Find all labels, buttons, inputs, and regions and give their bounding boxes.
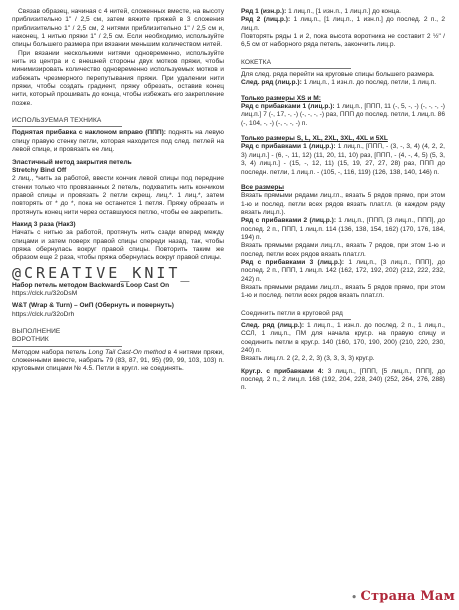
row-2 [241,16,445,33]
yoke-heading: КОКЕТКА [241,58,272,66]
repeat-rows: Повторять ряды 1 и 2, пока высота воротника не составит 2 ½" / 6,5 см от наборного ряда петель, закончить лиц.р. [241,33,445,49]
other-sizes-increase [241,143,445,176]
bind-off-text: 2 лиц., *нить за работой, ввести кончик левой спицы под передние стенки только что провязанных 2 петель, подхватить нить кончиком правой спицы и провязать 2 петли скрещ. лиц.*. 1 лиц.*, затем повторять от * до *, пока не останется 1 петля. Пряжу обрезать и протянуть конец нити через оставшуюся петлю, чтобы ее закрепить. [12,175,224,216]
row-1 [241,8,445,16]
increase-row-3-text: 1 лиц.п., [3 лиц.п., ППП], до послед. 2 п., ППП, 1 лиц.п. 142 (162, 172, 192, 202) (212, 222, 232, 242) п. [241,258,445,283]
next-row-label: След. ряд (лиц.р.): [241,79,302,87]
row-2-text: 1 лиц.п., [1 лиц.п., 1 изн.п.] до послед. 2 п., 2 лиц.п. [241,16,445,32]
join-round-row [241,322,445,355]
all-sizes-text-1: Вязать прямыми рядами лиц.гл., вязать 5 рядов прямо, при этом 1-ю и послед. петли всех рядов вязать плат.гл. (в каждом ряду вязать лиц.п.). [241,192,445,216]
row-1-label: Ряд 1 (изн.р.): [241,8,287,15]
site-watermark [351,589,455,604]
divider [241,319,351,320]
xs-m-label: Ряд с прибавками 1 (лиц.р.): [241,103,335,111]
xs-m-heading: Только размеры XS и M: [241,94,321,102]
execution-heading: ВЫПОЛНЕНИЕ [12,328,61,335]
backwards-loop-title: Набор петель методом Backwards Loop Cast On [12,281,170,289]
wrap-turn-link[interactable]: https://clck.ru/32oDrh [12,310,75,318]
other-sizes-heading: Только размеры S, L, XL, 2XL, 3XL, 4XL и 5XL [241,135,388,143]
wrap-title: Накид 3 раза (Нак3) [12,220,76,228]
xs-m-text: 1 лиц.п., [ППП, 11 (-, 5, -, -) (-, -, -, -) лиц.п.] 7 (-, 17, -, -) (-, -, -, -) раз, ППП до послед. петли, 1 лиц.п. 86 (-, 104, -, -) (-, -, -, -) п. [241,103,445,127]
all-sizes-text-3: Вязать прямыми рядами лиц.гл., вязать 5 рядов прямо, при этом 1-ю и послед. петли всех рядов вязать плат.гл. [241,283,445,300]
join-round-heading: Соединить петли в круговой ряд [241,309,344,317]
bind-off-title-en: Stretchy Bind Off [12,166,67,174]
increase-row-3-label: Ряд с прибавками 3 (лиц.р.): [241,258,345,266]
gauge-paragraph: Связав образец, начиная с 4 нитей, сложенных вместе, на высоту приблизительно 1" / 2,5 см, затем вяжите пряжей в 3 сложения приблизительно 1" / 2,5 см, 2 нитями приблизительно 1" / 2,5 см и, наконец, 1 нитью пряжи 1" / 2,5 см. Если необходимо, используйте спицы большего размера при вязании меньшим количеством нитей. [12,8,224,49]
next-row [241,79,445,87]
other-sizes-label: Ряд с прибавками 1 (лиц.р.): [241,143,336,151]
join-round-label: След. ряд (лиц.р.): [241,322,305,329]
divider [241,68,351,69]
row-1-text: 1 лиц.п., [1 изн.п., 1 лиц.п.] до конца. [286,8,401,15]
increase-technique [12,129,224,154]
circular-increase-4 [241,368,445,393]
circular-increase-4-text: 3 лиц.п., [ППП, [5 лиц.п., ППП], до послед. 2 п., 2 лиц.п. 168 (192, 204, 228, 240) (252, 264, 276, 288) п. [241,367,445,392]
collar-text-b: в 4 нитями пряжи, сложенными вместе, набрать 79 (83, 87, 91, 95) (99, 99, 103, 103) п. круговыми спицами № 4.5. Петли в кругл. не соединять. [12,348,224,373]
increase-row-2 [241,217,445,242]
join-round-text-2: Вязать лиц.гл. 2 (2, 2, 2, 3) (3, 3, 3, 3) круг.р. [241,355,375,363]
join-round-text: 1 лиц.п., 1 изн.п. до послед. 2 п., 1 лиц.п., ССЛ, 1 лиц.п., ПМ для начала круг.р. на правую спицу и соединить петли в круг.р. 140 (160, 170, 190, 200) (210, 220, 230, 240) п. [241,322,445,355]
multi-strand-paragraph: При вязании несколькими нитями одновременно, используйте нить из центра и с внешней стороны двух мотков пряжи, чтобы минимизировать количество одновременно используемых мотков и избежать чрезмерного перепутывания пряжи. При удалении нити пряжи, чтобы создать градиент, пряжу обрезать, оставив конец нити, который прошивать до конца, чтобы избежать его закрепление позже. [12,49,224,107]
technique-heading: ИСПОЛЬЗУЕМАЯ ТЕХНИКА [12,117,102,125]
increase-title: Поднятая прибавка с наклоном вправо (ППП): [12,129,167,137]
wrap-text: Начать с нитью за работой, протянуть нить сзади вперед между спицами и затем поверх правой спицы спереди назад, так, чтобы пряжа обернулась вокруг правой спицы. Повторить таким же образом еще 2 раза, чтобы пряжа обернулась вокруг правой спицы. [12,229,224,262]
increase-row-3 [241,259,445,284]
increase-row-2-text: 1 лиц.п., [ППП, [3 лиц.п., ППП], до послед. 2 п., ППП, 1 лиц.п. 114 (136, 138, 154, 162) (170, 176, 184, 194) п. [241,217,445,241]
collar-text [12,349,224,374]
backwards-loop-link[interactable]: https://clck.ru/32oDsM [12,289,78,297]
collar-text-italic: Long Tail Cast-On method [88,348,166,356]
yoke-text: Для след. ряда перейти на круговые спицы большего размера. [241,71,435,79]
wrap-turn-title: W&T (Wrap & Turn) – ОиП (Обернуть и повернуть) [12,302,174,310]
watermark-dot-icon: • [351,593,361,603]
divider [12,126,122,127]
circular-increase-4-label: Круг.р. с прибавками 4: [241,367,324,375]
increase-row-2-label: Ряд с прибавками 2 (лиц.р.): [241,217,337,225]
site-watermark-text: Страна Мам [360,589,455,604]
next-row-text: 1 лиц.п., 1 изн.п. до послед. петли, 1 лиц.п. [301,79,437,87]
creative-knit-watermark: @CREATIVE_KNIT_ [12,263,193,282]
divider [12,346,122,347]
bind-off-title: Эластичный метод закрытия петель [12,158,132,166]
collar-text-a: Методом набора петель [12,348,89,356]
xs-m-increase [241,103,445,128]
all-sizes-text-2: Вязать прямыми рядами лиц.гл., вязать 7 рядов, при этом 1-ю и послед. петли всех рядов вязать плат.гл. [241,242,445,258]
row-2-label: Ряд 2 (лиц.р.): [241,16,291,24]
right-column [241,8,445,610]
collar-heading: ВОРОТНИК [12,336,49,344]
all-sizes-heading: Все размеры [241,183,285,191]
other-sizes-text: 1 лиц.п., [ППП, - (3, -, 3, 4) (4, 2, 2, 3) лиц.п.] - (6, -, 11, 12) (11, 20, 11, 10) раз, [ППП, - (4, -, 4, 5) (5, 3, 3, 4) лиц.п.] - (15, -, 12, 11) (15, 19, 27, 27, 28) раз, ППП до последн. петли, 1 лиц.п. - (105, -, 116, 119) (126, 138, 140, 146) п. [241,143,445,176]
left-column [12,8,224,610]
increase-text: поднять на левую спицу правую стенку петли, которая находится под след. петлей на левой спице, и провязать ее лиц. [12,129,224,154]
